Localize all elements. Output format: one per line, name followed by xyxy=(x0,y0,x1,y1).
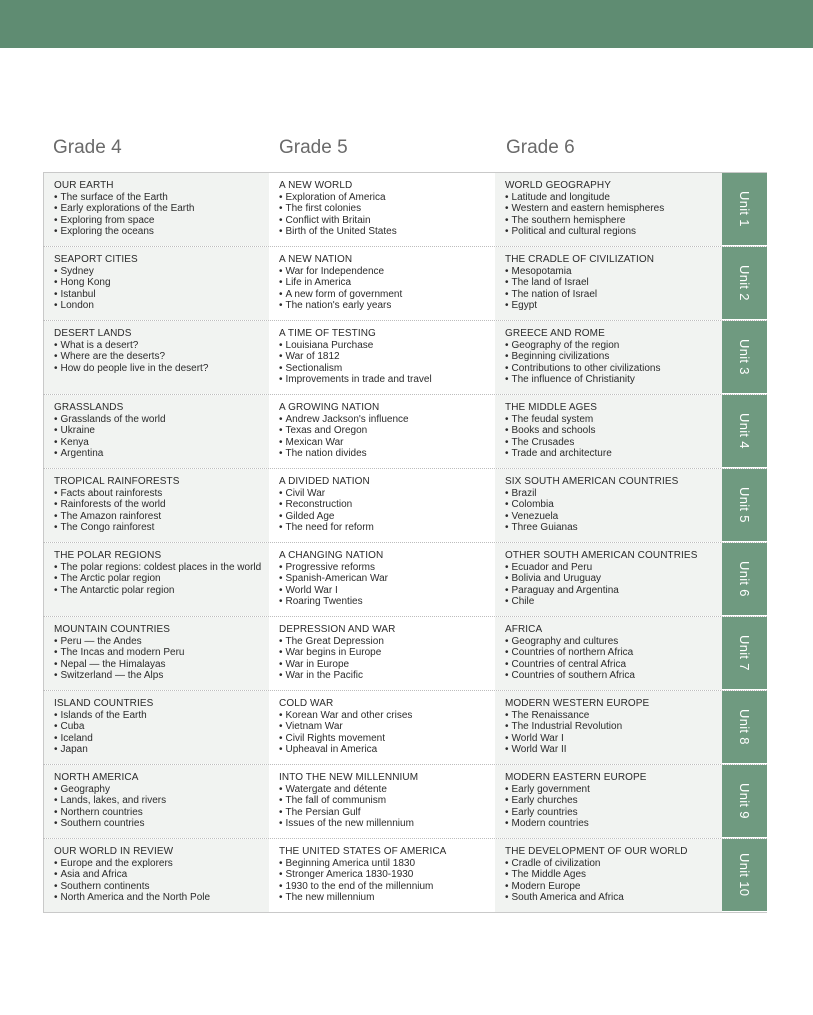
topic-item: • Hong Kong xyxy=(54,277,269,289)
topic-item: • Gilded Age xyxy=(279,511,495,523)
topic-item: • Spanish-American War xyxy=(279,573,495,585)
grade-6-cell xyxy=(495,691,722,764)
grade-5-cell xyxy=(269,395,495,468)
topic-list xyxy=(279,414,495,460)
topic-list xyxy=(54,562,269,597)
topic-item: • Countries of central Africa xyxy=(505,659,722,671)
topic-item: • Ukraine xyxy=(54,425,269,437)
topic-item: • The polar regions: coldest places in the world xyxy=(54,562,269,574)
unit-row xyxy=(43,173,767,247)
grade-4-cell xyxy=(43,321,269,394)
topic-item: • Vietnam War xyxy=(279,721,495,733)
grade-6-cell xyxy=(495,173,722,246)
unit-title: A DIVIDED NATION xyxy=(279,476,370,487)
topic-list xyxy=(505,266,722,312)
topic-list xyxy=(279,340,495,386)
unit-label: Unit 1 xyxy=(737,191,752,227)
topic-item: • The need for reform xyxy=(279,522,495,534)
unit-title: ISLAND COUNTRIES xyxy=(54,698,154,709)
topic-item: • Beginning civilizations xyxy=(505,351,722,363)
topic-item: • The Congo rainforest xyxy=(54,522,269,534)
topic-item: • Brazil xyxy=(505,488,722,500)
topic-item: • Civil War xyxy=(279,488,495,500)
topic-item: • Cuba xyxy=(54,721,269,733)
grade-4-cell xyxy=(43,173,269,246)
topic-list xyxy=(54,266,269,312)
unit-label: Unit 8 xyxy=(737,709,752,745)
topic-item: • Modern countries xyxy=(505,818,722,830)
unit-title: THE MIDDLE AGES xyxy=(505,402,598,413)
unit-tab xyxy=(722,839,767,912)
topic-item: • How do people live in the desert? xyxy=(54,363,269,375)
unit-title: A NEW WORLD xyxy=(279,180,353,191)
grade-6-cell xyxy=(495,543,722,616)
unit-label: Unit 5 xyxy=(737,487,752,523)
topic-item: • Books and schools xyxy=(505,425,722,437)
topic-item: • Early churches xyxy=(505,795,722,807)
topic-list xyxy=(505,636,722,682)
topic-item: • Geography xyxy=(54,784,269,796)
topic-item: • Colombia xyxy=(505,499,722,511)
topic-item: • The nation divides xyxy=(279,448,495,460)
topic-item: • The Persian Gulf xyxy=(279,807,495,819)
unit-title: A GROWING NATION xyxy=(279,402,380,413)
topic-item: • Louisiana Purchase xyxy=(279,340,495,352)
unit-label: Unit 9 xyxy=(737,783,752,819)
grade-6-cell xyxy=(495,469,722,542)
unit-tab xyxy=(722,691,767,764)
grade-4-cell xyxy=(43,247,269,320)
unit-label: Unit 6 xyxy=(737,561,752,597)
unit-row xyxy=(43,765,767,839)
topic-item: • Northern countries xyxy=(54,807,269,819)
unit-title: MODERN EASTERN EUROPE xyxy=(505,772,647,783)
topic-item: • Ecuador and Peru xyxy=(505,562,722,574)
topic-item: • Stronger America 1830-1930 xyxy=(279,869,495,881)
topic-item: • Southern continents xyxy=(54,881,269,893)
unit-row xyxy=(43,691,767,765)
topic-item: • Progressive reforms xyxy=(279,562,495,574)
topic-item: • Lands, lakes, and rivers xyxy=(54,795,269,807)
topic-item: • Kenya xyxy=(54,437,269,449)
unit-title: OUR WORLD IN REVIEW xyxy=(54,846,174,857)
topic-item: • The feudal system xyxy=(505,414,722,426)
topic-item: • South America and Africa xyxy=(505,892,722,904)
unit-tab xyxy=(722,543,767,616)
topic-list xyxy=(505,414,722,460)
topic-item: • War in the Pacific xyxy=(279,670,495,682)
topic-item: • Birth of the United States xyxy=(279,226,495,238)
topic-item: • Upheaval in America xyxy=(279,744,495,756)
topic-item: • Geography and cultures xyxy=(505,636,722,648)
topic-item: • The Crusades xyxy=(505,437,722,449)
topic-item: • Political and cultural regions xyxy=(505,226,722,238)
topic-item: • Beginning America until 1830 xyxy=(279,858,495,870)
topic-item: • Korean War and other crises xyxy=(279,710,495,722)
topic-item: • Mesopotamia xyxy=(505,266,722,278)
unit-title: OTHER SOUTH AMERICAN COUNTRIES xyxy=(505,550,698,561)
topic-item: • Switzerland — the Alps xyxy=(54,670,269,682)
topic-item: • Trade and architecture xyxy=(505,448,722,460)
topic-item: • North America and the North Pole xyxy=(54,892,269,904)
topic-item: • Countries of southern Africa xyxy=(505,670,722,682)
topic-item: • Early explorations of the Earth xyxy=(54,203,269,215)
topic-list xyxy=(279,636,495,682)
topic-item: • Roaring Twenties xyxy=(279,596,495,608)
topic-list xyxy=(54,784,269,830)
grade-6-cell xyxy=(495,321,722,394)
unit-row xyxy=(43,469,767,543)
unit-tab xyxy=(722,321,767,394)
unit-title: THE POLAR REGIONS xyxy=(54,550,162,561)
unit-row xyxy=(43,321,767,395)
topic-item: • The Industrial Revolution xyxy=(505,721,722,733)
topic-item: • Argentina xyxy=(54,448,269,460)
topic-item: • Conflict with Britain xyxy=(279,215,495,227)
unit-row xyxy=(43,543,767,617)
topic-list xyxy=(505,192,722,238)
unit-tab xyxy=(722,765,767,838)
topic-list xyxy=(279,266,495,312)
grade-4-cell xyxy=(43,543,269,616)
topic-item: • Sectionalism xyxy=(279,363,495,375)
grade-4-cell xyxy=(43,765,269,838)
topic-list xyxy=(505,858,722,904)
unit-row xyxy=(43,247,767,321)
unit-tab xyxy=(722,395,767,468)
topic-item: • Countries of northern Africa xyxy=(505,647,722,659)
topic-item: • Egypt xyxy=(505,300,722,312)
topic-item: • The influence of Christianity xyxy=(505,374,722,386)
header-band xyxy=(0,0,813,48)
topic-item: • Southern countries xyxy=(54,818,269,830)
topic-item: • War in Europe xyxy=(279,659,495,671)
topic-item: • Chile xyxy=(505,596,722,608)
topic-list xyxy=(279,488,495,534)
unit-title: DEPRESSION AND WAR xyxy=(279,624,396,635)
unit-title: COLD WAR xyxy=(279,698,334,709)
topic-item: • 1930 to the end of the millennium xyxy=(279,881,495,893)
topic-item: • World War II xyxy=(505,744,722,756)
topic-list xyxy=(279,858,495,904)
topic-item: • Where are the deserts? xyxy=(54,351,269,363)
grade-4-heading: Grade 4 xyxy=(53,137,122,158)
topic-item: • Early countries xyxy=(505,807,722,819)
topic-item: • Exploration of America xyxy=(279,192,495,204)
topic-item: • A new form of government xyxy=(279,289,495,301)
topic-list xyxy=(505,562,722,608)
topic-item: • The Great Depression xyxy=(279,636,495,648)
topic-item: • Texas and Oregon xyxy=(279,425,495,437)
topic-item: • The land of Israel xyxy=(505,277,722,289)
grade-5-cell xyxy=(269,839,495,912)
topic-list xyxy=(505,340,722,386)
topic-item: • World War I xyxy=(505,733,722,745)
topic-item: • Mexican War xyxy=(279,437,495,449)
unit-title: THE DEVELOPMENT OF OUR WORLD xyxy=(505,846,688,857)
topic-item: • The Amazon rainforest xyxy=(54,511,269,523)
unit-title: A NEW NATION xyxy=(279,254,353,265)
unit-title: SEAPORT CITIES xyxy=(54,254,138,265)
unit-title: TROPICAL RAINFORESTS xyxy=(54,476,180,487)
unit-title: OUR EARTH xyxy=(54,180,114,191)
topic-item: • The first colonies xyxy=(279,203,495,215)
grade-5-cell xyxy=(269,765,495,838)
unit-title: SIX SOUTH AMERICAN COUNTRIES xyxy=(505,476,679,487)
topic-item: • Japan xyxy=(54,744,269,756)
grade-5-cell xyxy=(269,617,495,690)
topic-item: • Early government xyxy=(505,784,722,796)
topic-item: • Cradle of civilization xyxy=(505,858,722,870)
topic-list xyxy=(54,858,269,904)
topic-item: • The Middle Ages xyxy=(505,869,722,881)
unit-row xyxy=(43,839,767,913)
unit-title: MOUNTAIN COUNTRIES xyxy=(54,624,171,635)
grade-6-cell xyxy=(495,839,722,912)
unit-label: Unit 7 xyxy=(737,635,752,671)
unit-row xyxy=(43,617,767,691)
topic-item: • Andrew Jackson's influence xyxy=(279,414,495,426)
topic-item: • Grasslands of the world xyxy=(54,414,269,426)
unit-title: MODERN WESTERN EUROPE xyxy=(505,698,650,709)
topic-item: • War begins in Europe xyxy=(279,647,495,659)
topic-list xyxy=(279,192,495,238)
grade-5-cell xyxy=(269,543,495,616)
topic-list xyxy=(54,636,269,682)
unit-title: GREECE AND ROME xyxy=(505,328,605,339)
topic-item: • Improvements in trade and travel xyxy=(279,374,495,386)
topic-item: • What is a desert? xyxy=(54,340,269,352)
grade-4-cell xyxy=(43,395,269,468)
topic-list xyxy=(505,488,722,534)
topic-item: • The southern hemisphere xyxy=(505,215,722,227)
grade-6-cell xyxy=(495,617,722,690)
unit-title: DESERT LANDS xyxy=(54,328,132,339)
unit-tab xyxy=(722,247,767,320)
unit-title: THE CRADLE OF CIVILIZATION xyxy=(505,254,655,265)
topic-item: • Sydney xyxy=(54,266,269,278)
topic-item: • Life in America xyxy=(279,277,495,289)
unit-title: A CHANGING NATION xyxy=(279,550,384,561)
topic-item: • World War I xyxy=(279,585,495,597)
topic-item: • London xyxy=(54,300,269,312)
grade-5-heading: Grade 5 xyxy=(279,137,348,158)
grade-4-cell xyxy=(43,469,269,542)
grade-6-cell xyxy=(495,765,722,838)
topic-item: • Islands of the Earth xyxy=(54,710,269,722)
topic-item: • War of 1812 xyxy=(279,351,495,363)
topic-item: • The Incas and modern Peru xyxy=(54,647,269,659)
topic-item: • Paraguay and Argentina xyxy=(505,585,722,597)
unit-title: INTO THE NEW MILLENNIUM xyxy=(279,772,419,783)
topic-item: • The fall of communism xyxy=(279,795,495,807)
topic-list xyxy=(279,784,495,830)
topic-item: • Istanbul xyxy=(54,289,269,301)
grade-4-cell xyxy=(43,617,269,690)
topic-item: • The nation of Israel xyxy=(505,289,722,301)
topic-item: • Contributions to other civilizations xyxy=(505,363,722,375)
grade-5-cell xyxy=(269,247,495,320)
topic-item: • Latitude and longitude xyxy=(505,192,722,204)
topic-item: • The nation's early years xyxy=(279,300,495,312)
topic-list xyxy=(54,488,269,534)
topic-item: • Civil Rights movement xyxy=(279,733,495,745)
grade-5-cell xyxy=(269,321,495,394)
topic-item: • Iceland xyxy=(54,733,269,745)
topic-item: • The Antarctic polar region xyxy=(54,585,269,597)
topic-item: • Rainforests of the world xyxy=(54,499,269,511)
topic-item: • Modern Europe xyxy=(505,881,722,893)
unit-label: Unit 3 xyxy=(737,339,752,375)
unit-title: NORTH AMERICA xyxy=(54,772,139,783)
topic-item: • Asia and Africa xyxy=(54,869,269,881)
topic-list xyxy=(505,710,722,756)
unit-title: A TIME OF TESTING xyxy=(279,328,376,339)
topic-item: • Peru — the Andes xyxy=(54,636,269,648)
topic-item: • The new millennium xyxy=(279,892,495,904)
grade-5-cell xyxy=(269,469,495,542)
grade-4-cell xyxy=(43,839,269,912)
topic-item: • Exploring the oceans xyxy=(54,226,269,238)
unit-label: Unit 2 xyxy=(737,265,752,301)
grade-6-cell xyxy=(495,395,722,468)
topic-item: • Three Guianas xyxy=(505,522,722,534)
grade-6-heading: Grade 6 xyxy=(506,137,575,158)
topic-list xyxy=(54,340,269,375)
topic-item: • The Arctic polar region xyxy=(54,573,269,585)
topic-item: • Venezuela xyxy=(505,511,722,523)
topic-list xyxy=(54,414,269,460)
grade-6-cell xyxy=(495,247,722,320)
curriculum-table xyxy=(43,172,767,913)
topic-item: • The Renaissance xyxy=(505,710,722,722)
topic-list xyxy=(505,784,722,830)
topic-item: • Western and eastern hemispheres xyxy=(505,203,722,215)
unit-title: GRASSLANDS xyxy=(54,402,124,413)
topic-list xyxy=(279,562,495,608)
unit-tab xyxy=(722,173,767,246)
topic-item: • Nepal — the Himalayas xyxy=(54,659,269,671)
grade-4-cell xyxy=(43,691,269,764)
topic-item: • Geography of the region xyxy=(505,340,722,352)
topic-item: • Bolivia and Uruguay xyxy=(505,573,722,585)
unit-tab xyxy=(722,617,767,690)
unit-tab xyxy=(722,469,767,542)
topic-list xyxy=(279,710,495,756)
topic-item: • Europe and the explorers xyxy=(54,858,269,870)
topic-item: • Issues of the new millennium xyxy=(279,818,495,830)
unit-title: THE UNITED STATES OF AMERICA xyxy=(279,846,447,857)
topic-item: • Reconstruction xyxy=(279,499,495,511)
topic-item: • Watergate and détente xyxy=(279,784,495,796)
unit-row xyxy=(43,395,767,469)
grade-5-cell xyxy=(269,173,495,246)
topic-item: • Exploring from space xyxy=(54,215,269,227)
unit-title: WORLD GEOGRAPHY xyxy=(505,180,611,191)
topic-list xyxy=(54,192,269,238)
topic-list xyxy=(54,710,269,756)
unit-title: AFRICA xyxy=(505,624,543,635)
topic-item: • War for Independence xyxy=(279,266,495,278)
unit-label: Unit 4 xyxy=(737,413,752,449)
grade-5-cell xyxy=(269,691,495,764)
topic-item: • Facts about rainforests xyxy=(54,488,269,500)
topic-item: • The surface of the Earth xyxy=(54,192,269,204)
unit-label: Unit 10 xyxy=(737,853,752,897)
